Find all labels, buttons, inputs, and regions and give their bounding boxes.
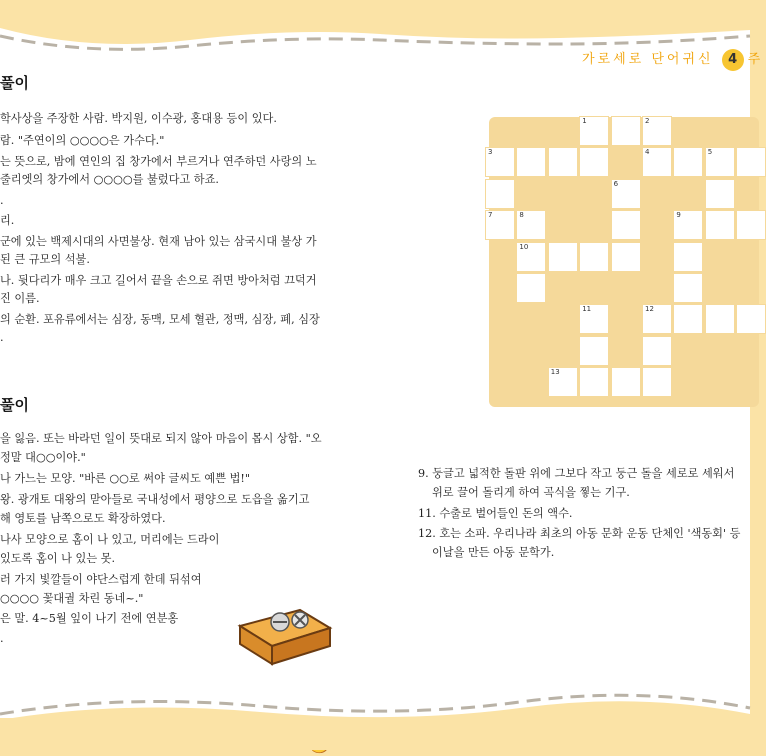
crossword-cell[interactable] xyxy=(611,210,641,240)
down-clue-right: 11. 수출로 벌어들인 돈의 액수. xyxy=(418,507,573,520)
across-clue: 군에 있는 백제시대의 사면불상. 현재 남아 있는 삼국시대 불상 가 xyxy=(0,235,317,248)
crossword-cell[interactable] xyxy=(705,179,735,209)
crossword-cell[interactable] xyxy=(736,210,766,240)
crossword-cell[interactable] xyxy=(611,242,641,272)
across-clue: 줄리엣의 창가에서 ○○○○를 불렀다고 하죠. xyxy=(0,173,219,186)
crossword-cell[interactable] xyxy=(516,242,546,272)
crossword-cell[interactable] xyxy=(579,304,609,334)
crossword-cell[interactable] xyxy=(673,147,703,177)
crossword-cell[interactable] xyxy=(673,210,703,240)
crossword-cell[interactable] xyxy=(611,116,641,146)
crossword-cell[interactable] xyxy=(673,242,703,272)
across-clue: 는 뜻으로, 밤에 연인의 집 창가에서 부르거나 연주하던 사랑의 노 xyxy=(0,155,317,168)
down-clue: ○○○○ 꽃대궐 차린 동네~." xyxy=(0,592,144,605)
crossword-cell-number: 2 xyxy=(645,117,650,125)
across-clue: 학사상을 주장한 사람. 박지원, 이수광, 홍대용 등이 있다. xyxy=(0,112,277,125)
crossword-cell[interactable] xyxy=(579,116,609,146)
down-clue: 있도록 홈이 나 있는 못. xyxy=(0,552,116,565)
crossword-cell[interactable] xyxy=(579,242,609,272)
down-clue: 나 가느는 모양. "바른 ○○로 써야 글씨도 예쁜 법!" xyxy=(0,472,251,485)
crossword-cell[interactable] xyxy=(611,367,641,397)
crossword-cell[interactable] xyxy=(611,179,641,209)
chapter-number-badge: 4 xyxy=(722,49,744,71)
wood-block-screws-illustration xyxy=(236,600,336,670)
down-clue: 을 잃음. 또는 바라던 일이 뜻대로 되지 않아 마음이 몹시 상함. "오 xyxy=(0,432,322,445)
crossword-cell-number: 6 xyxy=(613,179,619,188)
crossword-cell-number: 5 xyxy=(707,148,713,157)
crossword-cell-number: 8 xyxy=(519,211,524,220)
chapter-header xyxy=(582,48,763,71)
crossword-cell[interactable] xyxy=(642,367,672,397)
crossword-cell[interactable] xyxy=(642,116,672,146)
across-clue: 람. "주연이의 ○○○○은 가수다." xyxy=(0,134,165,147)
crossword-cell[interactable] xyxy=(673,273,703,303)
down-clue: 해 영토를 남쪽으로도 확장하였다. xyxy=(0,512,166,525)
down-clue-right: 9. 둥글고 넓적한 돌판 위에 그보다 작고 둥근 돌을 세로로 세워서 xyxy=(418,467,735,480)
crossword-cell[interactable] xyxy=(579,147,609,177)
down-clue: 정말 대○○이야." xyxy=(0,451,86,464)
down-clue-right: 위로 끌어 돌리게 하여 곡식을 찧는 기구. xyxy=(432,486,630,499)
down-clue-right: 이날을 만든 아동 문학가. xyxy=(432,546,555,559)
down-clue: 왕. 광개토 대왕의 맏아들로 국내성에서 평양으로 도읍을 옮기고 xyxy=(0,493,310,506)
crossword-cell-number: 12 xyxy=(645,305,654,314)
crossword-cell-number: 7 xyxy=(488,211,493,220)
crossword-cell-number: 9 xyxy=(676,211,681,220)
down-clue: 은 말. 4~5월 잎이 나기 전에 연분홍 xyxy=(0,612,179,625)
header-title: 가로세로 단어귀신 xyxy=(582,52,714,67)
crossword-cell[interactable] xyxy=(705,210,735,240)
crossword-cell-number: 1 xyxy=(582,117,587,125)
down-heading: 풀이 xyxy=(0,396,29,414)
down-clue: . xyxy=(0,632,4,645)
crossword-cell-number: 4 xyxy=(645,148,650,157)
crossword-cell[interactable] xyxy=(516,273,546,303)
crossword-cell[interactable] xyxy=(579,336,609,366)
crossword-cell[interactable] xyxy=(642,304,672,334)
chapter-suffix: 주 xyxy=(747,52,764,67)
crossword-cell[interactable] xyxy=(642,336,672,366)
crossword-cell-number: 13 xyxy=(550,368,560,377)
crossword-cell[interactable] xyxy=(516,147,546,177)
crossword-cell-number: 10 xyxy=(519,242,529,251)
across-clue: . xyxy=(0,194,4,207)
crossword-cell[interactable] xyxy=(579,367,609,397)
crossword-cell[interactable] xyxy=(485,179,515,209)
crossword-cell[interactable] xyxy=(548,147,578,177)
crossword-cell[interactable] xyxy=(736,147,766,177)
crossword-cell[interactable] xyxy=(485,210,515,240)
crossword-cell[interactable] xyxy=(548,242,578,272)
across-clue: 된 큰 규모의 석불. xyxy=(0,253,90,266)
crossword-cell[interactable] xyxy=(548,367,578,397)
across-clue: 리. xyxy=(0,214,15,227)
across-clue: 의 순환. 포유류에서는 심장, 동맥, 모세 혈관, 정맥, 심장, 폐, 심장 xyxy=(0,313,320,326)
across-clue: 나. 뒷다리가 매우 크고 길어서 끝을 손으로 쥐면 방아처럼 끄덕거 xyxy=(0,274,317,287)
across-heading: 풀이 xyxy=(0,74,29,92)
crossword-cell[interactable] xyxy=(705,304,735,334)
down-clue: 러 가지 빛깔들이 야단스럽게 한데 뒤섞여 xyxy=(0,573,202,586)
crossword-cell[interactable] xyxy=(642,147,672,177)
crossword-cell[interactable] xyxy=(485,147,515,177)
crossword-cell-number: 11 xyxy=(582,305,592,314)
down-clue: 나사 모양으로 홈이 나 있고, 머리에는 드라이 xyxy=(0,533,220,546)
down-clue-right: 12. 호는 소파. 우리나라 최초의 아동 문화 운동 단체인 '색동회' 등 xyxy=(418,527,741,540)
crossword-cell[interactable] xyxy=(736,304,766,334)
crossword-cell[interactable] xyxy=(673,304,703,334)
crossword-cell-number: 3 xyxy=(488,148,493,157)
across-clue: 진 이름. xyxy=(0,292,40,305)
across-clue: . xyxy=(0,331,4,344)
bottom-wavy-border xyxy=(0,690,750,750)
crossword-cell[interactable] xyxy=(516,210,546,240)
crossword-cell[interactable] xyxy=(705,147,735,177)
